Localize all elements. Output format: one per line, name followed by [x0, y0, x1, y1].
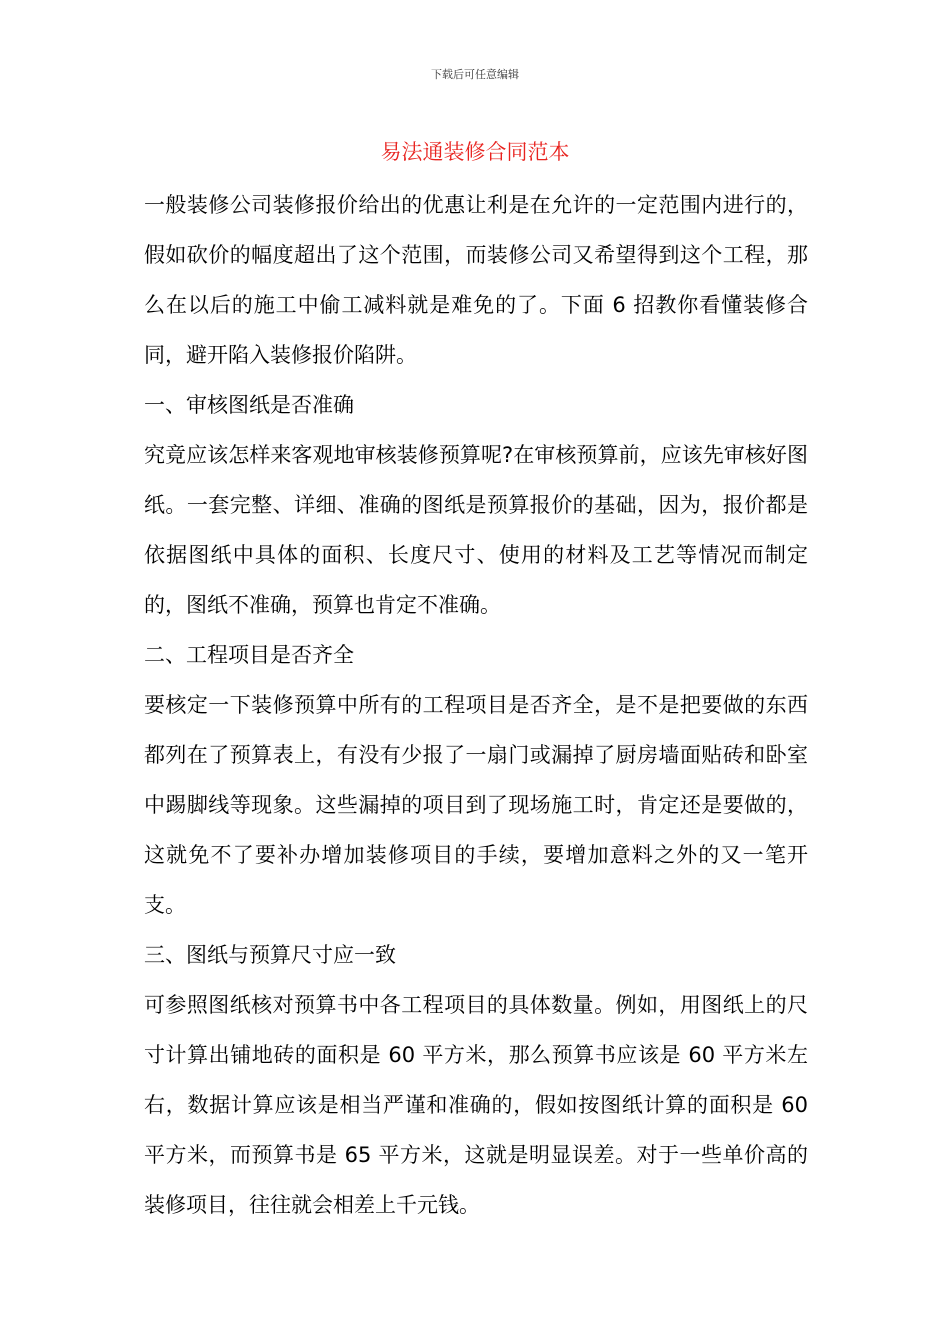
document-title: 易法通装修合同范本 [380, 140, 570, 164]
header-note: 下载后可任意编辑 [431, 68, 519, 81]
section-heading-3: 三、图纸与预算尺寸应一致 [144, 943, 396, 967]
section-paragraph-1: 究竟应该怎样来客观地审核装修预算呢?在审核预算前，应该先审核好图纸。一套完整、详细、准确的图纸是预算报价的基础，因为，报价都是依据图纸中具体的面积、长度尺寸、使用的材料及工艺等情况而制定的，图纸不准确，预算也肯定不准确。 [144, 443, 808, 617]
section-heading-1: 一、审核图纸是否准确 [144, 393, 354, 417]
intro-paragraph: 一般装修公司装修报价给出的优惠让利是在允许的一定范围内进行的，假如砍价的幅度超出了这个范围，而装修公司又希望得到这个工程，那么在以后的施工中偷工减料就是难免的了。下面 6 招教你看懂装修合同，避开陷入装修报价陷阱。 [144, 193, 808, 367]
section-paragraph-3: 可参照图纸核对预算书中各工程项目的具体数量。例如，用图纸上的尺寸计算出铺地砖的面积是 60 平方米，那么预算书应该是 60 平方米左右，数据计算应该是相当严谨和准确的，假如按图纸计算的面积是 60 平方米，而预算书是 65 平方米，这就是明显误差。对于一些单价高的装修项目，往往就会相差上千元钱。 [144, 993, 808, 1217]
document-body [144, 180, 808, 1230]
section-heading-2: 二、工程项目是否齐全 [144, 643, 354, 667]
section-paragraph-2: 要核定一下装修预算中所有的工程项目是否齐全，是不是把要做的东西都列在了预算表上，有没有少报了一扇门或漏掉了厨房墙面贴砖和卧室中踢脚线等现象。这些漏掉的项目到了现场施工时，肯定还是要做的，这就免不了要补办增加装修项目的手续，要增加意料之外的又一笔开支。 [144, 693, 808, 917]
